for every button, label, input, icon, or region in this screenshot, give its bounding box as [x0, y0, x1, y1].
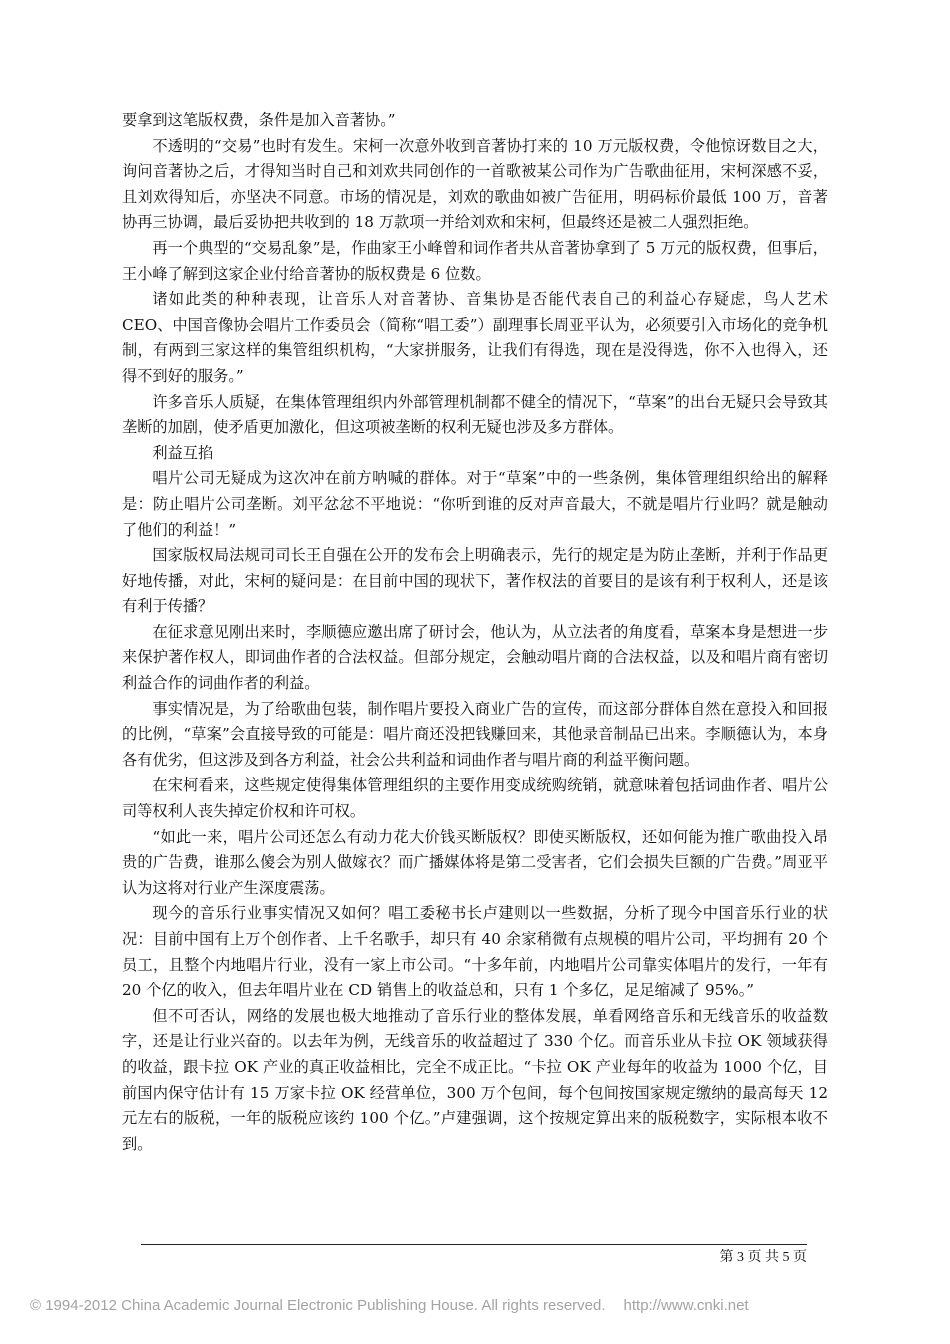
paragraph-continuation: 要拿到这笔版权费，条件是加入音著协。”: [122, 111, 396, 129]
paragraph: 在宋柯看来，这些规定使得集体管理组织的主要作用变成统购统销，就意味着包括词曲作者、唱片公司等权利人丧失掉定价权和许可权。: [122, 776, 828, 821]
copyright-watermark: [30, 1296, 749, 1316]
paragraph: 唱片公司无疑成为这次冲在前方呐喊的群体。对于“草案”中的一些条例，集体管理组织给出的解释是：防止唱片公司垄断。刘平忿忿不平地说：“你听到谁的反对声音最大，不就是唱片行业吗？就是触动了他们的利益！”: [122, 469, 828, 539]
section-heading: 利益互掐: [152, 443, 214, 462]
paragraph: 现今的音乐行业事实情况又如何？唱工委秘书长卢建则以一些数据，分析了现今中国音乐行业的状况：目前中国有上万个创作者、上千名歌手，却只有 40 余家稍微有点规模的唱片公司，平均拥有 20 个员工，且整个内地唱片行业，没有一家上市公司。“十多年前，内地唱片公司靠实体唱片的发行，一年有 20 个亿的收入，但去年唱片业在 CD 销售上的收益总和，只有 1 个多亿，足足缩减了 95%。”: [122, 904, 828, 1000]
paragraph: “如此一来，唱片公司还怎么有动力花大价钱买断版权？即使买断版权，还如何能为推广歌曲投入昂贵的广告费，谁那么傻会为别人做嫁衣？而广播媒体将是第二受害者，它们会损失巨额的广告费。”周亚平认为这将对行业产生深度震荡。: [122, 827, 828, 897]
paragraph: 许多音乐人质疑，在集体管理组织内外部管理机制都不健全的情况下，“草案”的出台无疑只会导致其垄断的加剧，使矛盾更加激化，但这项被垄断的权利无疑也涉及多方群体。: [122, 392, 828, 437]
paragraph: 诸如此类的种种表现，让音乐人对音著协、音集协是否能代表自己的利益心存疑虑，鸟人艺术 CEO、中国音像协会唱片工作委员会（简称“唱工委”）副理事长周亚平认为，必须要引入市场化的竞争机制，有两到三家这样的集管组织机构，“大家拼服务，让我们有得选，现在是没得选，你不入也得入，还得不到好的服务。”: [122, 290, 828, 385]
footer-divider: [141, 1244, 807, 1245]
cnki-url: http://www.cnki.net: [623, 1297, 749, 1314]
article-body: [122, 108, 828, 1157]
paragraph: 在征求意见刚出来时，李顺德应邀出席了研讨会，他认为，从立法者的角度看，草案本身是想进一步来保护著作权人，即词曲作者的合法权益。但部分规定，会触动唱片商的合法权益，以及和唱片商有密切利益合作的词曲作者的利益。: [122, 622, 828, 693]
paragraph: 再一个典型的“交易乱象”是，作曲家王小峰曾和词作者共从音著协拿到了 5 万元的版权费，但事后，王小峰了解到这家企业付给音著协的版权费是 6 位数。: [122, 238, 828, 283]
paragraph: 事实情况是，为了给歌曲包装，制作唱片要投入商业广告的宣传，而这部分群体自然在意投入和回报的比例，“草案”会直接导致的可能是：唱片商还没把钱赚回来，其他录音制品已出来。李顺德认为，本身各有优劣，但这涉及到各方利益，社会公共利益和词曲作者与唱片商的利益平衡问题。: [122, 699, 828, 769]
copyright-text: © 1994-2012 China Academic Journal Electronic Publishing House. All rights reserved.: [30, 1297, 606, 1314]
paragraph: 但不可否认，网络的发展也极大地推动了音乐行业的整体发展，单看网络音乐和无线音乐的收益数字，还是让行业兴奋的。以去年为例，无线音乐的收益超过了 330 个亿。而音乐业从卡拉 OK 领域获得的收益，跟卡拉 OK 产业的真正收益相比，完全不成正比。“卡拉 OK 产业每年的收益为 1000 个亿，目前国内保守估计有 15 万家卡拉 OK 经营单位，300 万个包间，每个包间按国家规定缴纳的最高每天 12 元左右的版税，一年的版税应该约 100 个亿。”卢建强调，这个按规定算出来的版税数字，实际根本收不到。: [122, 1006, 828, 1153]
paragraph: 国家版权局法规司司长王自强在公开的发布会上明确表示，先行的规定是为防止垄断，并利于作品更好地传播，对此，宋柯的疑问是：在目前中国的现状下，著作权法的首要目的是该有利于权利人，还是该有利于传播？: [122, 546, 828, 616]
page-number: 第 3 页 共 5 页: [719, 1250, 807, 1265]
paragraph: 不透明的“交易”也时有发生。宋柯一次意外收到音著协打来的 10 万元版权费，令他惊讶数目之大，询问音著协之后，才得知当时自己和刘欢共同创作的一首歌被某公司作为广告歌曲征用，宋柯深感不妥，且刘欢得知后，亦坚决不同意。市场的情况是，刘欢的歌曲如被广告征用，明码标价最低 100 万，音著协再三协调，最后妥协把共收到的 18 万款项一并给刘欢和宋柯，但最终还是被二人强烈拒绝。: [122, 136, 828, 232]
